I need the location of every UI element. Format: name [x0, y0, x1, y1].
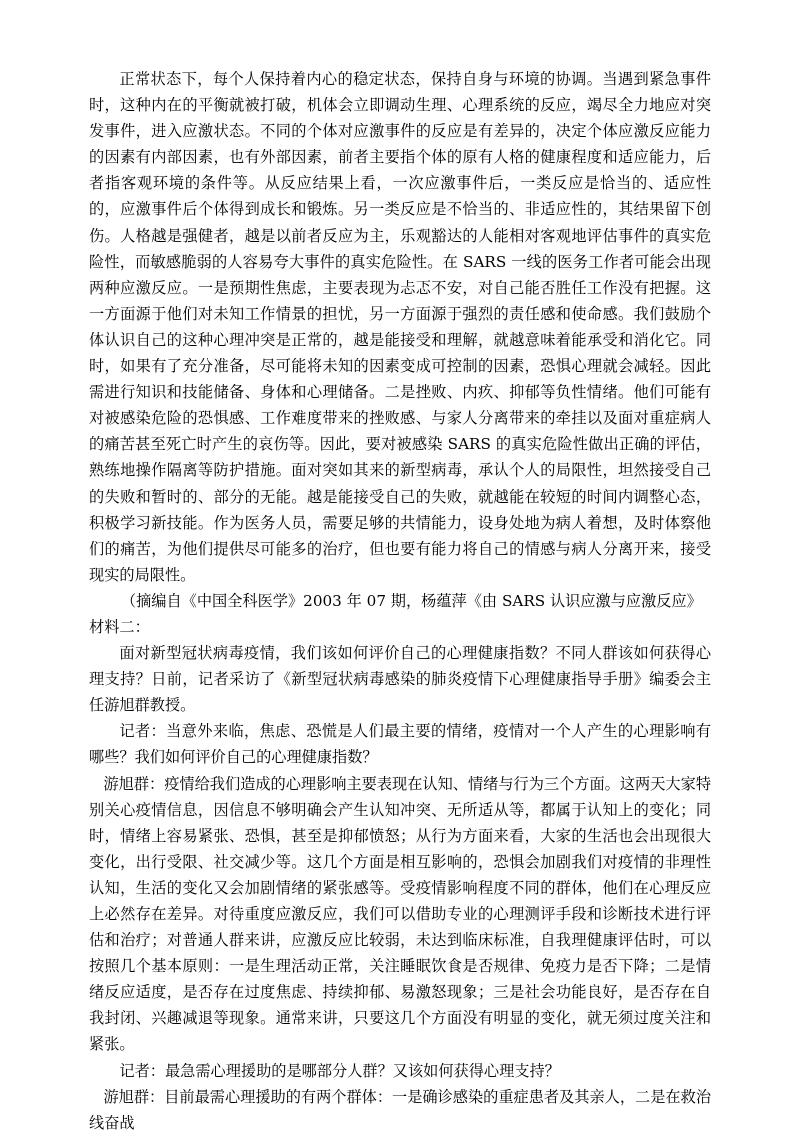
interview-intro-paragraph: 面对新型冠状病毒疫情，我们该如何评价自己的心理健康指数？不同人群该如何获得心理支持？日前，记者采访了《新型冠状病毒感染的肺炎疫情下心理健康指导手册》编委会主任游旭群教授。: [89, 644, 711, 715]
source-citation: （摘编自《中国全科医学》2003 年 07 期，杨蕴萍《由 SARS 认识应激与应激反应》: [120, 591, 702, 610]
material-one-paragraph: 正常状态下，每个人保持着内心的稳定状态，保持自身与环境的协调。当遇到紧急事件时，这种内在的平衡就被打破，机体会立即调动生理、心理系统的反应，竭尽全力地应对突发事件，进入应激状态。不同的个体对应激事件的反应是有差异的，决定个体应激反应能力的因素有内部因素，也有外部因素，前者主要指个体的原有人格的健康程度和适应能力，后者指客观环境的条件等。从反应结果上看，一次应激事件后，一类反应是恰当的、适应性的，应激事件后个体得到成长和锻炼。另一类反应是不恰当的、非适应性的，其结果留下创伤。人格越是强健者，越是以前者反应为主，乐观豁达的人能相对客观地评估事件的真实危险性，而敏感脆弱的人容易夸大事件的真实危险性。在 SARS 一线的医务工作者可能会出现两种应激反应。一是预期性焦虑，主要表现为忐忑不安，对自己能否胜任工作没有把握。这一方面源于他们对未知工作情景的担忧，另一方面源于强烈的责任感和使命感。我们鼓励个体认识自己的这种心理冲突是正常的，越是能接受和理解，就越意味着能承受和消化它。同时，如果有了充分准备，尽可能将未知的因素变成可控制的因素，恐惧心理就会减轻。因此需进行知识和技能储备、身体和心理储备。二是挫败、内疚、抑郁等负性情绪。他们可能有对被感染危险的恐惧感、工作难度带来的挫败感、与家人分离带来的牵挂以及面对重症病人的痛苦甚至死亡时产生的哀伤等。因此，要对被感染 SARS 的真实危险性做出正确的评估，熟练地操作隔离等防护措施。面对突如其来的新型病毒，承认个人的局限性，坦然接受自己的失败和暂时的、部分的无能。越是能接受自己的失败，就越能在较短的时间内调整心态，积极学习新技能。作为医务人员，需要足够的共情能力，设身处地为病人着想，及时体察他们的痛苦，为他们提供尽可能多的治疗，但也要有能力将自己的情感与病人分离开来，接受现实的局限性。: [89, 70, 711, 584]
reporter-question-1: 记者：当意外来临，焦虑、恐慌是人们最主要的情绪，疫情对一个人产生的心理影响有哪些？我们如何评价自己的心理健康指数？: [89, 722, 711, 767]
interviewee-answer-2: 游旭群：目前最需心理援助的有两个群体：一是确诊感染的重症患者及其亲人，二是在救治线奋战: [89, 1087, 711, 1132]
reporter-question-2: 记者：最急需心理援助的是哪部分人群？又该如何获得心理支持？: [119, 1061, 560, 1080]
interviewee-answer-1: 游旭群：疫情给我们造成的心理影响主要表现在认知、情绪与行为三个方面。这两天大家特别关心疫情信息，因信息不够明确会产生认知冲突、无所适从等，都属于认知上的变化；同时，情绪上容易紧张、恐惧，甚至是抑郁愤怒；从行为方面来看，大家的生活也会出现很大变化，出行受限、社交减少等。这几个方面是相互影响的，恐惧会加剧我们对疫情的非理性认知，生活的变化又会加剧情绪的紧张感等。受疫情影响程度不同的群体，他们在心理反应上必然存在差异。对待重度应激反应，我们可以借助专业的心理测评手段和诊断技术进行评估和治疗；对普通人群来讲，应激反应比较弱，未达到临床标准，自我理健康评估时，可以按照几个基本原则：一是生理活动正常，关注睡眠饮食是否规律、免疫力是否下降；二是情绪反应适度，是否存在过度焦虑、持续抑郁、易激怒现象；三是社会功能良好，是否存在自我封闭、兴趣减退等现象。通常来讲，只要这几个方面没有明显的变化，就无须过度关注和紧张。: [89, 774, 711, 1054]
document-body: [89, 66, 711, 1136]
material-two-heading: 材料二：: [89, 617, 150, 636]
